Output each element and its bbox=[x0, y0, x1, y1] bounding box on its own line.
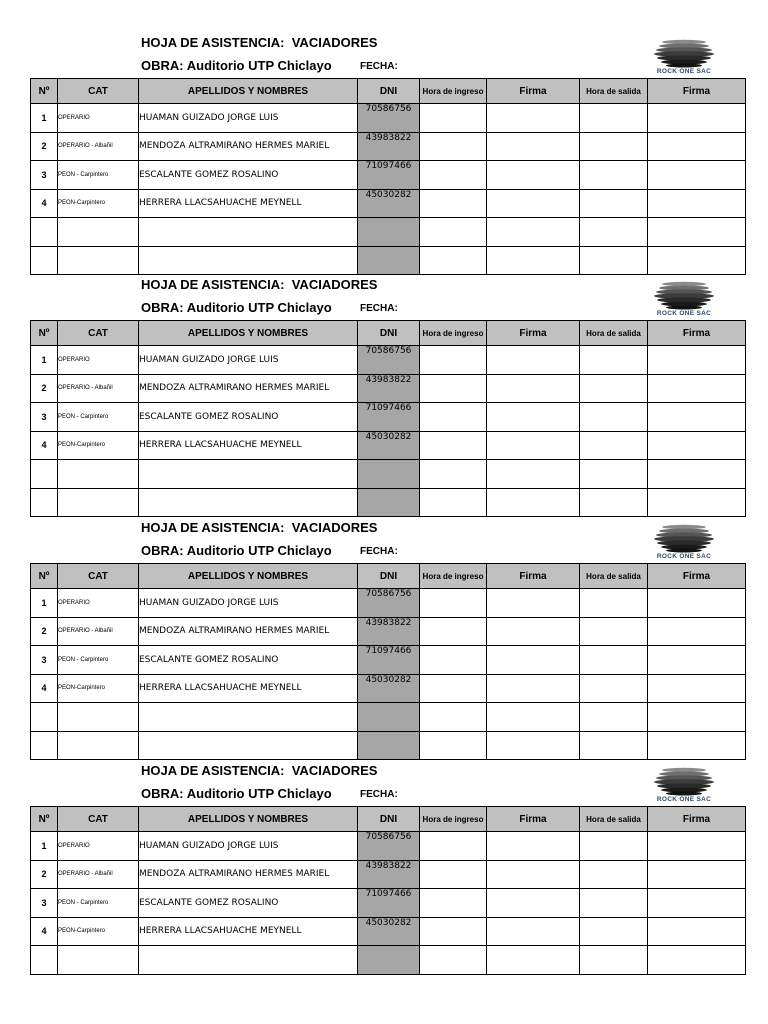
row-dni: 71097466 bbox=[358, 889, 420, 918]
entry-time-cell[interactable] bbox=[420, 860, 487, 889]
exit-time-cell[interactable] bbox=[580, 189, 648, 218]
entry-time-cell[interactable] bbox=[420, 917, 487, 946]
row-full-name: HUAMAN GUIZADO JORGE LUIS bbox=[139, 104, 358, 133]
header-num: Nº bbox=[31, 564, 58, 589]
row-dni: 71097466 bbox=[358, 403, 420, 432]
table-row bbox=[31, 431, 746, 460]
exit-signature-cell[interactable] bbox=[648, 617, 746, 646]
header-entry-time: Hora de ingreso bbox=[420, 807, 487, 832]
row-number bbox=[31, 460, 58, 489]
row-full-name: HERRERA LLACSAHUACHE MEYNELL bbox=[139, 189, 358, 218]
entry-signature-cell[interactable] bbox=[487, 703, 580, 732]
row-category: PEON - Carpintero bbox=[58, 889, 139, 918]
table-row bbox=[31, 646, 746, 675]
project-name: OBRA: Auditorio UTP Chiclayo bbox=[141, 58, 332, 73]
exit-signature-cell[interactable] bbox=[648, 674, 746, 703]
row-dni: 45030282 bbox=[358, 431, 420, 460]
row-number: 4 bbox=[31, 674, 58, 703]
exit-time-cell[interactable] bbox=[580, 431, 648, 460]
attendance-sheet bbox=[0, 0, 768, 242]
row-full-name: MENDOZA ALTRAMIRANO HERMES MARIEL bbox=[139, 617, 358, 646]
row-number: 2 bbox=[31, 860, 58, 889]
table-row bbox=[31, 104, 746, 133]
row-category: PEON-Carpintero bbox=[58, 917, 139, 946]
header-names: APELLIDOS Y NOMBRES bbox=[139, 79, 358, 104]
entry-signature-cell[interactable] bbox=[487, 617, 580, 646]
header-signature-exit: Firma bbox=[648, 79, 746, 104]
row-number: 4 bbox=[31, 189, 58, 218]
entry-time-cell[interactable] bbox=[420, 374, 487, 403]
attendance-sheet bbox=[0, 485, 768, 727]
row-dni: 70586756 bbox=[358, 346, 420, 375]
row-dni: 43983822 bbox=[358, 374, 420, 403]
row-category: PEON-Carpintero bbox=[58, 431, 139, 460]
attendance-sheet bbox=[0, 242, 768, 484]
header-dni: DNI bbox=[358, 321, 420, 346]
row-number: 3 bbox=[31, 889, 58, 918]
exit-signature-cell[interactable] bbox=[648, 832, 746, 861]
header-num: Nº bbox=[31, 79, 58, 104]
row-full-name: MENDOZA ALTRAMIRANO HERMES MARIEL bbox=[139, 374, 358, 403]
exit-time-cell[interactable] bbox=[580, 374, 648, 403]
exit-signature-cell[interactable] bbox=[648, 161, 746, 190]
entry-time-cell[interactable] bbox=[420, 431, 487, 460]
date-label: FECHA: bbox=[360, 61, 398, 72]
entry-signature-cell[interactable] bbox=[487, 860, 580, 889]
table-row bbox=[31, 346, 746, 375]
row-dni: 71097466 bbox=[358, 161, 420, 190]
exit-signature-cell[interactable] bbox=[648, 132, 746, 161]
exit-time-cell[interactable] bbox=[580, 946, 648, 975]
exit-signature-cell[interactable] bbox=[648, 460, 746, 489]
header-dni: DNI bbox=[358, 807, 420, 832]
exit-time-cell[interactable] bbox=[580, 460, 648, 489]
header-names: APELLIDOS Y NOMBRES bbox=[139, 807, 358, 832]
project-name: OBRA: Auditorio UTP Chiclayo bbox=[141, 786, 332, 801]
row-full-name: ESCALANTE GOMEZ ROSALINO bbox=[139, 161, 358, 190]
entry-time-cell[interactable] bbox=[420, 403, 487, 432]
entry-signature-cell[interactable] bbox=[487, 374, 580, 403]
entry-signature-cell[interactable] bbox=[487, 104, 580, 133]
exit-signature-cell[interactable] bbox=[648, 946, 746, 975]
header-signature: Firma bbox=[487, 79, 580, 104]
row-dni: 45030282 bbox=[358, 674, 420, 703]
attendance-table bbox=[30, 806, 746, 975]
date-label: FECHA: bbox=[360, 303, 398, 314]
row-full-name: HERRERA LLACSAHUACHE MEYNELL bbox=[139, 431, 358, 460]
exit-signature-cell[interactable] bbox=[648, 889, 746, 918]
row-category: PEON - Carpintero bbox=[58, 161, 139, 190]
header-signature: Firma bbox=[487, 321, 580, 346]
row-dni: 43983822 bbox=[358, 860, 420, 889]
row-category: OPERARIO - Albañil bbox=[58, 617, 139, 646]
table-row bbox=[31, 832, 746, 861]
company-logo bbox=[652, 38, 716, 78]
exit-signature-cell[interactable] bbox=[648, 860, 746, 889]
row-number bbox=[31, 946, 58, 975]
company-logo bbox=[652, 523, 716, 563]
row-category: OPERARIO - Albañil bbox=[58, 132, 139, 161]
entry-signature-cell[interactable] bbox=[487, 646, 580, 675]
entry-signature-cell[interactable] bbox=[487, 346, 580, 375]
logo-text: ROCK ONE SAC bbox=[656, 796, 712, 803]
entry-time-cell[interactable] bbox=[420, 832, 487, 861]
table-row bbox=[31, 703, 746, 732]
row-number: 1 bbox=[31, 832, 58, 861]
entry-time-cell[interactable] bbox=[420, 104, 487, 133]
logo-graphic-icon bbox=[652, 280, 716, 312]
entry-signature-cell[interactable] bbox=[487, 674, 580, 703]
exit-time-cell[interactable] bbox=[580, 703, 648, 732]
logo-graphic-icon bbox=[652, 38, 716, 70]
header-entry-time: Hora de ingreso bbox=[420, 79, 487, 104]
entry-signature-cell[interactable] bbox=[487, 403, 580, 432]
row-dni: 43983822 bbox=[358, 132, 420, 161]
logo-text: ROCK ONE SAC bbox=[656, 553, 712, 560]
entry-signature-cell[interactable] bbox=[487, 161, 580, 190]
table-header-row bbox=[31, 79, 746, 104]
logo-text: ROCK ONE SAC bbox=[656, 310, 712, 317]
header-dni: DNI bbox=[358, 79, 420, 104]
row-full-name bbox=[139, 460, 358, 489]
header-exit-time: Hora de salida bbox=[580, 79, 648, 104]
entry-signature-cell[interactable] bbox=[487, 189, 580, 218]
row-full-name: ESCALANTE GOMEZ ROSALINO bbox=[139, 646, 358, 675]
attendance-sheet bbox=[0, 728, 768, 970]
row-dni: 70586756 bbox=[358, 589, 420, 618]
exit-signature-cell[interactable] bbox=[648, 589, 746, 618]
header-entry-time: Hora de ingreso bbox=[420, 321, 487, 346]
sheet-title: HOJA DE ASISTENCIA: VACIADORES bbox=[141, 35, 378, 50]
header-cat: CAT bbox=[58, 321, 139, 346]
table-header-row bbox=[31, 321, 746, 346]
row-number: 3 bbox=[31, 161, 58, 190]
row-category: OPERARIO - Albañil bbox=[58, 860, 139, 889]
row-full-name: HERRERA LLACSAHUACHE MEYNELL bbox=[139, 917, 358, 946]
header-exit-time: Hora de salida bbox=[580, 807, 648, 832]
sheet-title: HOJA DE ASISTENCIA: VACIADORES bbox=[141, 520, 378, 535]
row-number bbox=[31, 703, 58, 732]
exit-signature-cell[interactable] bbox=[648, 646, 746, 675]
entry-time-cell[interactable] bbox=[420, 703, 487, 732]
entry-time-cell[interactable] bbox=[420, 646, 487, 675]
logo-text: ROCK ONE SAC bbox=[656, 68, 712, 75]
row-full-name: HUAMAN GUIZADO JORGE LUIS bbox=[139, 589, 358, 618]
header-num: Nº bbox=[31, 321, 58, 346]
row-full-name: HUAMAN GUIZADO JORGE LUIS bbox=[139, 832, 358, 861]
row-dni: 70586756 bbox=[358, 104, 420, 133]
exit-signature-cell[interactable] bbox=[648, 403, 746, 432]
exit-signature-cell[interactable] bbox=[648, 703, 746, 732]
row-category: PEON - Carpintero bbox=[58, 646, 139, 675]
entry-signature-cell[interactable] bbox=[487, 132, 580, 161]
row-dni bbox=[358, 703, 420, 732]
row-category: OPERARIO - Albañil bbox=[58, 374, 139, 403]
exit-time-cell[interactable] bbox=[580, 832, 648, 861]
exit-time-cell[interactable] bbox=[580, 403, 648, 432]
row-number: 2 bbox=[31, 132, 58, 161]
row-category bbox=[58, 946, 139, 975]
entry-time-cell[interactable] bbox=[420, 946, 487, 975]
entry-time-cell[interactable] bbox=[420, 189, 487, 218]
table-row bbox=[31, 403, 746, 432]
table-row bbox=[31, 161, 746, 190]
row-category: PEON-Carpintero bbox=[58, 189, 139, 218]
row-full-name bbox=[139, 703, 358, 732]
header-entry-time: Hora de ingreso bbox=[420, 564, 487, 589]
exit-time-cell[interactable] bbox=[580, 889, 648, 918]
exit-time-cell[interactable] bbox=[580, 346, 648, 375]
entry-time-cell[interactable] bbox=[420, 589, 487, 618]
company-logo bbox=[652, 280, 716, 320]
exit-signature-cell[interactable] bbox=[648, 917, 746, 946]
row-number: 4 bbox=[31, 917, 58, 946]
entry-signature-cell[interactable] bbox=[487, 589, 580, 618]
entry-time-cell[interactable] bbox=[420, 132, 487, 161]
row-category bbox=[58, 460, 139, 489]
table-row bbox=[31, 132, 746, 161]
table-header-row bbox=[31, 807, 746, 832]
row-category bbox=[58, 703, 139, 732]
row-full-name: HERRERA LLACSAHUACHE MEYNELL bbox=[139, 674, 358, 703]
table-row bbox=[31, 674, 746, 703]
exit-time-cell[interactable] bbox=[580, 617, 648, 646]
exit-time-cell[interactable] bbox=[580, 132, 648, 161]
row-number: 3 bbox=[31, 403, 58, 432]
company-logo bbox=[652, 766, 716, 806]
sheet-title: HOJA DE ASISTENCIA: VACIADORES bbox=[141, 763, 378, 778]
project-name: OBRA: Auditorio UTP Chiclayo bbox=[141, 300, 332, 315]
row-full-name: MENDOZA ALTRAMIRANO HERMES MARIEL bbox=[139, 132, 358, 161]
exit-time-cell[interactable] bbox=[580, 104, 648, 133]
row-dni: 43983822 bbox=[358, 617, 420, 646]
row-number: 3 bbox=[31, 646, 58, 675]
exit-time-cell[interactable] bbox=[580, 646, 648, 675]
row-category: OPERARIO bbox=[58, 832, 139, 861]
row-dni: 71097466 bbox=[358, 646, 420, 675]
entry-signature-cell[interactable] bbox=[487, 917, 580, 946]
sheet-title: HOJA DE ASISTENCIA: VACIADORES bbox=[141, 277, 378, 292]
header-signature-exit: Firma bbox=[648, 807, 746, 832]
table-row bbox=[31, 860, 746, 889]
header-cat: CAT bbox=[58, 79, 139, 104]
table-row bbox=[31, 589, 746, 618]
exit-signature-cell[interactable] bbox=[648, 104, 746, 133]
exit-signature-cell[interactable] bbox=[648, 189, 746, 218]
exit-signature-cell[interactable] bbox=[648, 431, 746, 460]
row-number: 1 bbox=[31, 104, 58, 133]
entry-time-cell[interactable] bbox=[420, 617, 487, 646]
header-signature: Firma bbox=[487, 564, 580, 589]
exit-time-cell[interactable] bbox=[580, 161, 648, 190]
entry-signature-cell[interactable] bbox=[487, 946, 580, 975]
row-dni bbox=[358, 946, 420, 975]
table-row bbox=[31, 460, 746, 489]
row-category: OPERARIO bbox=[58, 346, 139, 375]
row-full-name bbox=[139, 946, 358, 975]
row-number: 4 bbox=[31, 431, 58, 460]
row-category: OPERARIO bbox=[58, 589, 139, 618]
table-row bbox=[31, 617, 746, 646]
table-row bbox=[31, 189, 746, 218]
header-dni: DNI bbox=[358, 564, 420, 589]
row-full-name: ESCALANTE GOMEZ ROSALINO bbox=[139, 889, 358, 918]
table-header-row bbox=[31, 564, 746, 589]
row-number: 2 bbox=[31, 374, 58, 403]
row-dni: 45030282 bbox=[358, 189, 420, 218]
entry-signature-cell[interactable] bbox=[487, 832, 580, 861]
table-row bbox=[31, 374, 746, 403]
exit-time-cell[interactable] bbox=[580, 860, 648, 889]
logo-graphic-icon bbox=[652, 766, 716, 798]
table-row bbox=[31, 946, 746, 975]
row-number: 1 bbox=[31, 589, 58, 618]
row-number: 2 bbox=[31, 617, 58, 646]
header-cat: CAT bbox=[58, 564, 139, 589]
table-row bbox=[31, 889, 746, 918]
entry-signature-cell[interactable] bbox=[487, 460, 580, 489]
header-signature: Firma bbox=[487, 807, 580, 832]
row-full-name: HUAMAN GUIZADO JORGE LUIS bbox=[139, 346, 358, 375]
entry-signature-cell[interactable] bbox=[487, 889, 580, 918]
row-number: 1 bbox=[31, 346, 58, 375]
header-num: Nº bbox=[31, 807, 58, 832]
row-category: PEON - Carpintero bbox=[58, 403, 139, 432]
entry-time-cell[interactable] bbox=[420, 161, 487, 190]
header-exit-time: Hora de salida bbox=[580, 564, 648, 589]
project-name: OBRA: Auditorio UTP Chiclayo bbox=[141, 543, 332, 558]
table-row bbox=[31, 917, 746, 946]
row-dni: 70586756 bbox=[358, 832, 420, 861]
row-full-name: ESCALANTE GOMEZ ROSALINO bbox=[139, 403, 358, 432]
entry-time-cell[interactable] bbox=[420, 889, 487, 918]
date-label: FECHA: bbox=[360, 546, 398, 557]
row-category: OPERARIO bbox=[58, 104, 139, 133]
entry-signature-cell[interactable] bbox=[487, 431, 580, 460]
header-signature-exit: Firma bbox=[648, 321, 746, 346]
date-label: FECHA: bbox=[360, 789, 398, 800]
header-names: APELLIDOS Y NOMBRES bbox=[139, 321, 358, 346]
logo-graphic-icon bbox=[652, 523, 716, 555]
header-names: APELLIDOS Y NOMBRES bbox=[139, 564, 358, 589]
exit-time-cell[interactable] bbox=[580, 674, 648, 703]
entry-time-cell[interactable] bbox=[420, 346, 487, 375]
exit-time-cell[interactable] bbox=[580, 589, 648, 618]
header-exit-time: Hora de salida bbox=[580, 321, 648, 346]
header-signature-exit: Firma bbox=[648, 564, 746, 589]
entry-time-cell[interactable] bbox=[420, 460, 487, 489]
row-dni: 45030282 bbox=[358, 917, 420, 946]
exit-signature-cell[interactable] bbox=[648, 346, 746, 375]
row-full-name: MENDOZA ALTRAMIRANO HERMES MARIEL bbox=[139, 860, 358, 889]
row-category: PEON-Carpintero bbox=[58, 674, 139, 703]
header-cat: CAT bbox=[58, 807, 139, 832]
row-dni bbox=[358, 460, 420, 489]
exit-signature-cell[interactable] bbox=[648, 374, 746, 403]
entry-time-cell[interactable] bbox=[420, 674, 487, 703]
exit-time-cell[interactable] bbox=[580, 917, 648, 946]
